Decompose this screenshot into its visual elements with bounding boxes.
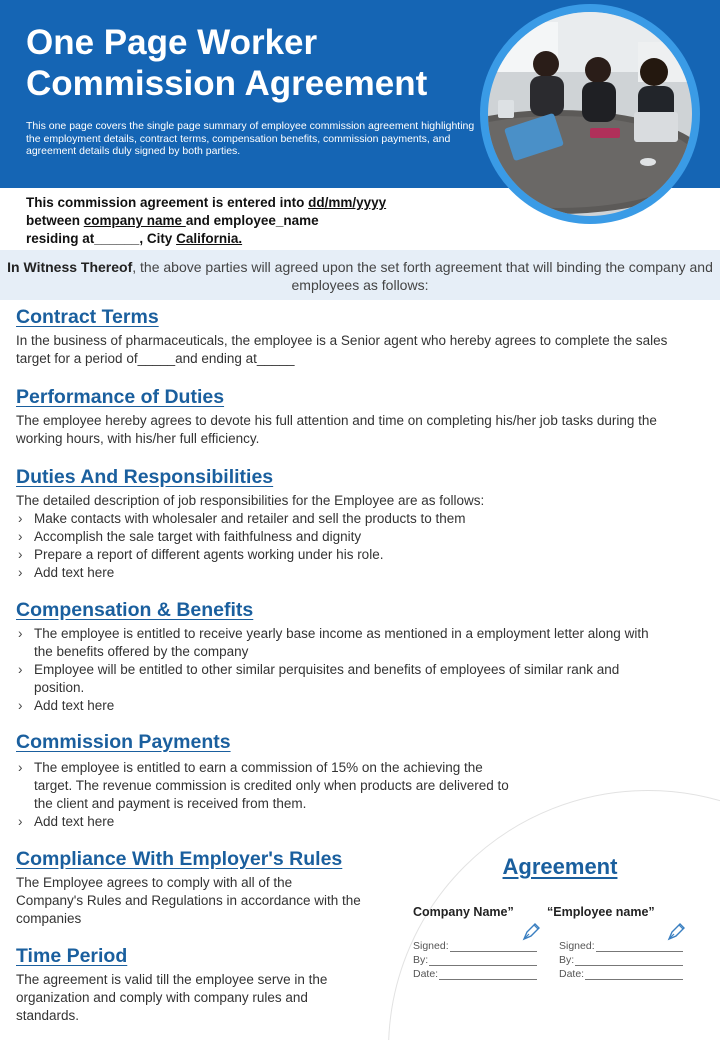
date-line bbox=[413, 966, 537, 980]
photo-frame bbox=[480, 4, 700, 224]
intro-line-3 bbox=[26, 230, 476, 248]
by-rule bbox=[575, 956, 683, 966]
date-label: Date: bbox=[559, 968, 585, 980]
section-title-compensation: Compensation & Benefits bbox=[16, 599, 254, 621]
intro-line-2 bbox=[26, 212, 476, 230]
by-rule bbox=[429, 956, 537, 966]
duties-block bbox=[16, 492, 706, 582]
date-label: Date: bbox=[413, 968, 439, 980]
list-item: › The employee is entitled to earn a commission of 15% on the achieving the target. The revenue commission is credited only when products are delivered to the client and payment is received from them. bbox=[16, 759, 516, 813]
agreement-intro bbox=[26, 194, 476, 248]
signed-label: Signed: bbox=[559, 940, 595, 952]
time-period-body: The agreement is valid till the employee serve in the organization and comply with company rules and standards. bbox=[16, 972, 328, 1023]
employee-signature-block bbox=[559, 938, 683, 980]
by-label: By: bbox=[559, 954, 575, 966]
page-title: One Page Worker Commission Agreement bbox=[26, 23, 428, 103]
company-name-label: Company Name” bbox=[413, 905, 514, 919]
signed-line bbox=[559, 938, 683, 952]
agreement-title: Agreement bbox=[502, 854, 618, 879]
duties-list bbox=[16, 510, 706, 582]
intro-line-1 bbox=[26, 194, 476, 212]
performance-body: The employee hereby agrees to devote his full attention and time on completing his/her job tasks during the working hours, with his/her full efficiency. bbox=[16, 413, 657, 446]
contract-terms-body: In the business of pharmaceuticals, the employee is a Senior agent who hereby agrees to complete the sales target for a period of_____and ending at_____ bbox=[16, 333, 668, 366]
city-placeholder: California. bbox=[176, 231, 243, 246]
meeting-photo bbox=[488, 12, 692, 216]
meeting-illustration bbox=[488, 12, 692, 216]
page-subtitle: This one page covers the single page summary of employee commission agreement highlighting the employment details, contract terms, compensation benefits, commission payments, and agreement details duly signed by both parties. bbox=[26, 120, 475, 157]
signature-rule bbox=[596, 942, 683, 952]
intro-text: between bbox=[26, 213, 84, 228]
section-title-contract-terms: Contract Terms bbox=[16, 306, 159, 328]
employee-name-label: “Employee name” bbox=[547, 905, 655, 919]
signed-line bbox=[413, 938, 537, 952]
list-item: › Prepare a report of different agents working under his role. bbox=[16, 546, 706, 564]
intro-text: residing at______, City bbox=[26, 231, 177, 246]
by-label: By: bbox=[413, 954, 429, 966]
list-item: › Add text here bbox=[16, 564, 706, 582]
compensation-list bbox=[16, 625, 666, 715]
witness-statement bbox=[0, 250, 720, 300]
section-title-compliance: Compliance With Employer's Rules bbox=[16, 848, 343, 870]
witness-text: , the above parties will agreed upon the set forth agreement that will binding the company and employees as follows: bbox=[132, 259, 713, 293]
compliance-body: The Employee agrees to comply with all of the Company's Rules and Regulations in accordance with the companies bbox=[16, 875, 361, 926]
intro-text: and employee_name bbox=[185, 213, 319, 228]
company-signature-block bbox=[413, 938, 537, 980]
list-item: › Add text here bbox=[16, 813, 516, 831]
list-item: › Accomplish the sale target with faithfulness and dignity bbox=[16, 528, 706, 546]
duties-intro: The detailed description of job responsibilities for the Employee are as follows: bbox=[16, 493, 485, 508]
by-line bbox=[559, 952, 683, 966]
section-title-duties: Duties And Responsibilities bbox=[16, 466, 274, 488]
witness-bold: In Witness Thereof bbox=[7, 259, 133, 275]
intro-text: This commission agreement is entered into bbox=[26, 195, 309, 210]
date-rule bbox=[585, 970, 683, 980]
signed-label: Signed: bbox=[413, 940, 449, 952]
by-line bbox=[413, 952, 537, 966]
signature-rule bbox=[450, 942, 537, 952]
section-title-time-period: Time Period bbox=[16, 945, 128, 967]
date-placeholder: dd/mm/yyyy bbox=[308, 195, 387, 210]
date-rule bbox=[439, 970, 537, 980]
section-title-commission: Commission Payments bbox=[16, 731, 231, 753]
company-placeholder: company name bbox=[83, 213, 186, 228]
date-line bbox=[559, 966, 683, 980]
commission-list bbox=[16, 759, 516, 831]
list-item: › Add text here bbox=[16, 697, 666, 715]
list-item: › Make contacts with wholesaler and retailer and sell the products to them bbox=[16, 510, 706, 528]
list-item: › The employee is entitled to receive yearly base income as mentioned in a employment letter along with the benefits offered by the company bbox=[16, 625, 666, 661]
list-item: › Employee will be entitled to other similar perquisites and benefits of employees of similar rank and position. bbox=[16, 661, 666, 697]
section-title-performance: Performance of Duties bbox=[16, 386, 225, 408]
